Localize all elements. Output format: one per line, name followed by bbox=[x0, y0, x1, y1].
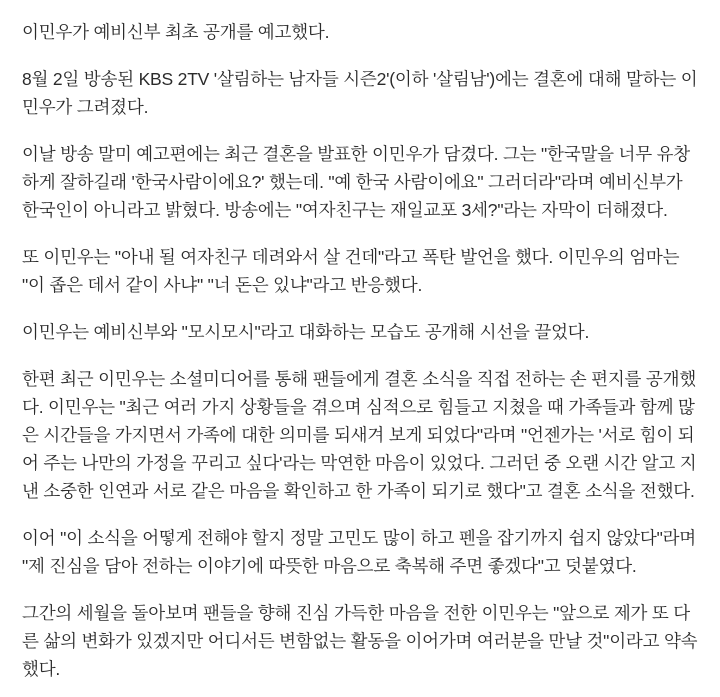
article-paragraph: 이어 "이 소식을 어떻게 전해야 할지 정말 고민도 많이 하고 펜을 잡기까지 쉽지 않았다"라며 "제 진심을 담아 전하는 이야기에 따뜻한 마음으로 축복해 주면 좋겠다"고 덧붙였다. bbox=[22, 528, 697, 576]
article-paragraph: 이날 방송 말미 예고편에는 최근 결혼을 발표한 이민우가 담겼다. 그는 "한국말을 너무 유창하게 잘하길래 '한국사람이에요?' 했는데. "예 한국 사람이에요" 그러더라"라며 예비신부가 한국인이 아니라고 밝혔다. 방송에는 "여자친구는 재일교포 3세?"라는 자막이 더해졌다. bbox=[22, 144, 690, 220]
article-paragraph: 또 이민우는 "아내 될 여자친구 데려와서 살 건데"라고 폭탄 발언을 했다. 이민우의 엄마는 "이 좁은 데서 같이 사냐" "너 돈은 있냐"라고 반응했다. bbox=[22, 247, 680, 295]
article-paragraph-lead: 이민우가 예비신부 최초 공개를 예고했다. bbox=[22, 22, 330, 42]
article-paragraph-closing: 그간의 세월을 돌아보며 팬들을 향해 진심 가득한 마음을 전한 이민우는 "앞으로 제가 또 다른 삶의 변화가 있겠지만 어디서든 변함없는 활동을 이어가며 여러분을 만날 것"이라고 약속했다. bbox=[22, 603, 698, 679]
article-paragraph: 한편 최근 이민우는 소셜미디어를 통해 팬들에게 결혼 소식을 직접 전하는 손 편지를 공개했다. 이민우는 "최근 여러 가지 상황들을 겪으며 심적으로 힘들고 지쳤을 때 가족들과 함께 많은 시간들을 가지면서 가족에 대한 의미를 되새겨 보게 되었다"라며 "언젠가는 '서로 힘이 되어 주는 나만의 가정을 꾸리고 싶다'라는 막연한 마음이 있었다. 그러던 중 오랜 시간 알고 지낸 소중한 인연과 서로 같은 마음을 확인하고 한 가족이 되기로 했다"고 결혼 소식을 전했다. bbox=[22, 369, 697, 501]
article-paragraph: 이민우는 예비신부와 "모시모시"라고 대화하는 모습도 공개해 시선을 끌었다. bbox=[22, 322, 590, 342]
article-paragraph: 8월 2일 방송된 KBS 2TV '살림하는 남자들 시즌2'(이하 '살림남')에는 결혼에 대해 말하는 이민우가 그려졌다. bbox=[22, 69, 698, 117]
